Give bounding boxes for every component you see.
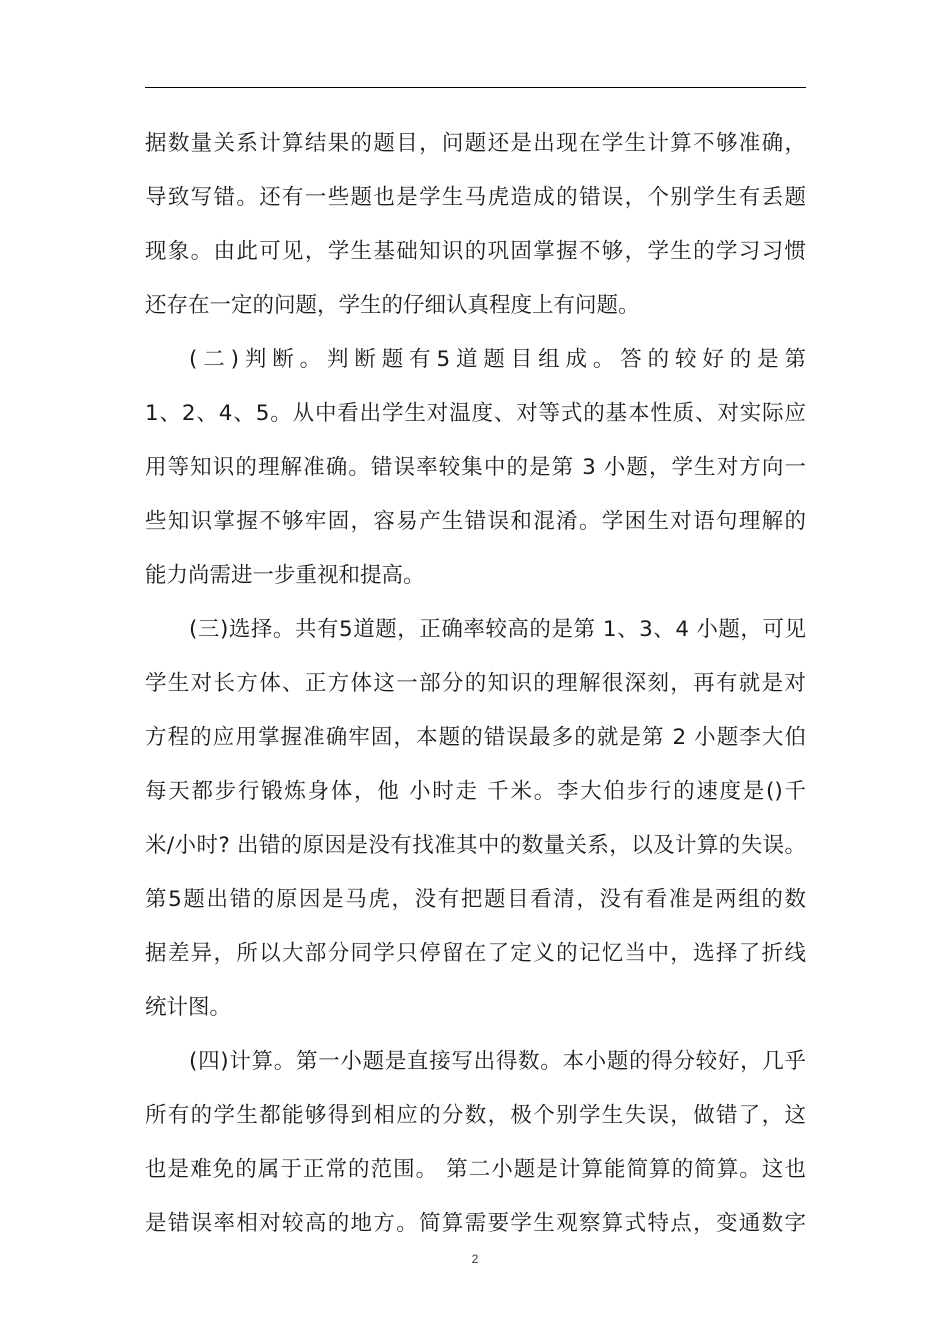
text-line: 用等知识的理解准确。错误率较集中的是第 3 小题，学生对方向一 (145, 455, 806, 480)
text-line: 也是难免的属于正常的范围。 第二小题是计算能简算的简算。这也 (145, 1157, 806, 1182)
text-line: 现象。由此可见，学生基础知识的巩固掌握不够，学生的学习习惯 (145, 239, 806, 264)
text-line: 方程的应用掌握准确牢固，本题的错误最多的就是第 2 小题李大伯 (145, 725, 806, 750)
text-line: 是错误率相对较高的地方。简算需要学生观察算式特点，变通数字 (145, 1211, 806, 1236)
text-line: 些知识掌握不够牢固，容易产生错误和混淆。学困生对语句理解的 (145, 509, 806, 534)
page-number: 2 (471, 1252, 479, 1266)
text-line: 学生对长方体、正方体这一部分的知识的理解很深刻，再有就是对 (145, 671, 806, 696)
text-line: (二)判断。判断题有5道题目组成。答的较好的是第 (189, 347, 806, 372)
text-line: 导致写错。还有一些题也是学生马虎造成的错误，个别学生有丢题 (145, 185, 806, 210)
text-line: 第5题出错的原因是马虎，没有把题目看清，没有看准是两组的数 (145, 887, 806, 912)
text-line: 统计图。 (145, 995, 232, 1020)
text-line: 能力尚需进一步重视和提高。 (145, 563, 425, 588)
text-line: 还存在一定的问题，学生的仔细认真程度上有问题。 (145, 293, 640, 318)
text-line: 据数量关系计算结果的题目，问题还是出现在学生计算不够准确， (145, 131, 806, 156)
text-line: 米/小时? 出错的原因是没有找准其中的数量关系，以及计算的失误。 (145, 833, 806, 858)
text-line: 所有的学生都能够得到相应的分数，极个别学生失误，做错了，这 (145, 1103, 806, 1128)
body-text (145, 117, 806, 1251)
text-line: (四)计算。第一小题是直接写出得数。本小题的得分较好，几乎 (189, 1049, 806, 1074)
text-line: 据差异，所以大部分同学只停留在了定义的记忆当中，选择了折线 (145, 941, 806, 966)
text-line: 每天都步行锻炼身体，他 小时走 千米。李大伯步行的速度是()千 (145, 779, 806, 804)
text-line: 1、2、4、5。从中看出学生对温度、对等式的基本性质、对实际应 (145, 401, 806, 426)
text-line: (三)选择。共有5道题，正确率较高的是第 1、3、4 小题，可见 (189, 617, 806, 642)
header-rule (145, 87, 806, 88)
